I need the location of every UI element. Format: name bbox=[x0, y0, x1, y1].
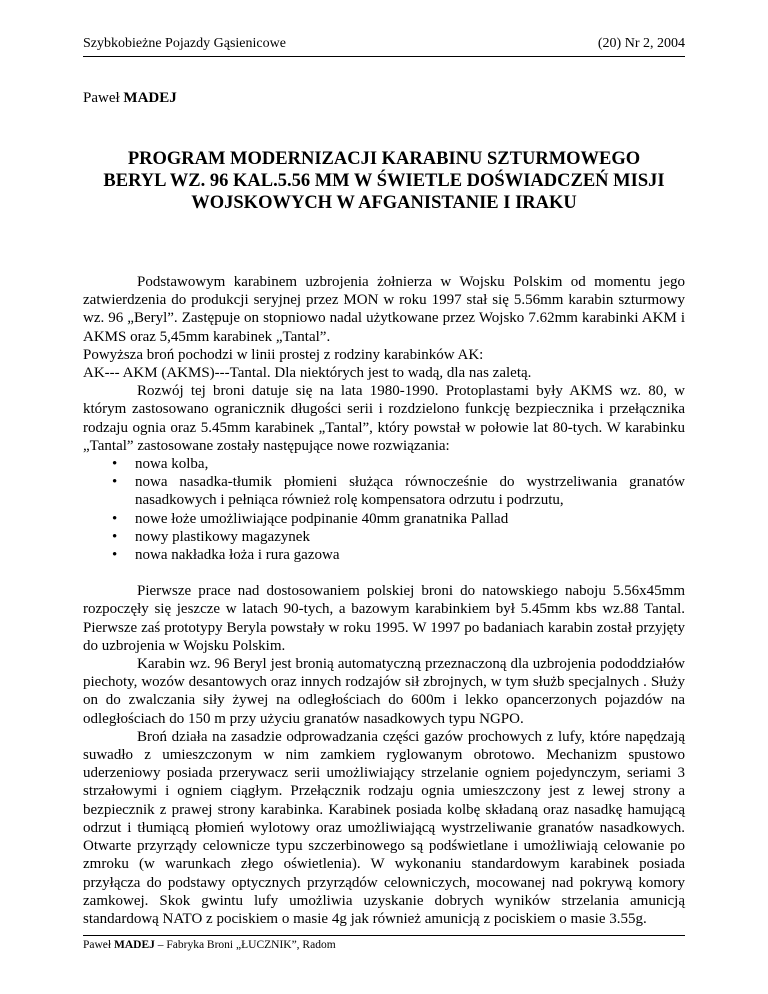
title-line: PROGRAM MODERNIZACJI KARABINU SZTURMOWEGO bbox=[127, 149, 641, 169]
running-header bbox=[83, 36, 685, 57]
bullet-list bbox=[83, 455, 685, 564]
author-line bbox=[83, 90, 177, 107]
footer-author-last: MADEJ bbox=[113, 939, 155, 951]
paragraph: Pierwsze prace nad dostosowaniem polskiej broni do natowskiego naboju 5.56x45mm rozpoczęły się jeszcze w latach 90-tych, a bazowym karabinkiem był 5.45mm kbs wz.88 Tantal. Pierwsze zaś prototypy Beryla powstały w roku 1995. W 1997 po badaniach karabin został przyjęty do uzbrojenia w Wojsku Polskim. bbox=[83, 583, 685, 654]
list-item: • nowa nasadka-tłumik płomieni służąca równocześnie do wystrzeliwania granatów nasadkowych i pełniąca również rolę kompensatora odrzutu i podrzutu, bbox=[135, 473, 685, 509]
paper-title bbox=[83, 148, 685, 214]
footer-affiliation: – Fabryka Broni „ŁUCZNIK”, Radom bbox=[157, 939, 336, 951]
list-item: • nowe łoże umożliwiające podpinanie 40mm granatnika Pallad bbox=[135, 510, 685, 528]
paragraph: Broń działa na zasadzie odprowadzania części gazów prochowych z lufy, które napędzają suwadło z umieszczonym w nim zamkiem ryglowanym obrotowo. Mechanizm spustowo uderzeniowy posiada przerywacz serii umożliwiający strzelanie ogniem pojedynczym, seriami 3 strzałowymi i ogniem ciągłym. Przełącznik rodzaju ognia umieszczony jest z lewej strony a bezpiecznik z prawej strony karabinka. Karabinek posiada kolbę składaną oraz nasadkę hamującą odrzut i tłumiącą płomień wylotowy oraz umożliwiającą wystrzeliwanie granatów nasadkowych. Otwarte przyrządy celownicze typu szczerbinowego są podświetlane i umożliwiają celowanie po zmroku (w warunkach złego oświetlenia). W wykonaniu standardowym karabinek posiada przyłącza do podstawy optycznych przyrządów celowniczych, mocowanej nad pokrywą komory zamkowej. Skok gwintu lufy umożliwia uzyskanie dobrych wyników strzelania amunicją standardową NATO z pociskiem o masie 4g jak również amunicją z pociskiem o masie 3.55g. bbox=[83, 728, 685, 927]
author-first-name: Paweł bbox=[83, 90, 120, 106]
title-line: BERYL WZ. 96 KAL.5.56 MM W ŚWIETLE DOŚWIADCZEŃ MISJI bbox=[103, 171, 665, 191]
paragraph: Powyższa broń pochodzi w linii prostej z rodziny karabinków AK: bbox=[83, 346, 484, 363]
footer-author-first: Paweł bbox=[83, 939, 112, 951]
issue-number: (20) Nr 2, 2004 bbox=[597, 36, 685, 51]
journal-name: Szybkobieżne Pojazdy Gąsienicowe bbox=[83, 36, 286, 51]
list-item: • nowa nakładka łoża i rura gazowa bbox=[135, 546, 685, 564]
paragraph: Karabin wz. 96 Beryl jest bronią automatyczną przeznaczoną dla uzbrojenia pododdziałów piechoty, wozów desantowych oraz innych rodzajów sił zbrojnych, w tym służb specjalnych . Służy on do zwalczania siły żywej na odległościach do 600m i lekko opancerzonych pojazdów na odległościach do 150 m przy użyciu granatów nasadkowych typu NGPO. bbox=[83, 656, 685, 727]
page-footer bbox=[83, 935, 685, 951]
paragraph: Podstawowym karabinem uzbrojenia żołnierza w Wojsku Polskim od momentu jego zatwierdzenia do produkcji seryjnej przez MON w roku 1997 stał się 5.56mm karabin szturmowy wz. 96 „Beryl”. Zastępuje on stopniowo nadal użytkowane przez Wojsko 7.62mm karabinki AKM i AKMS oraz 5,45mm karabinek „Tantal”. bbox=[83, 274, 685, 345]
title-line: WOJSKOWYCH W AFGANISTANIE I IRAKU bbox=[191, 193, 577, 213]
body-text bbox=[83, 273, 685, 928]
list-item: • nowy plastikowy magazynek bbox=[135, 528, 685, 546]
paragraph: Rozwój tej broni datuje się na lata 1980-1990. Protoplastami były AKMS wz. 80, w którym zastosowano ogranicznik długości serii i rozdzielono funkcję bezpiecznika i przełącznika rodzaju ognia oraz 5.45mm karabinek „Tantal”, który powstał w połowie lat 80-tych. W karabinku „Tantal” zastosowane zostały następujące nowe rozwiązania: bbox=[83, 383, 685, 454]
author-last-name: MADEJ bbox=[123, 90, 177, 106]
list-item: • nowa kolba, bbox=[135, 455, 685, 473]
paragraph: AK--- AKM (AKMS)---Tantal. Dla niektórych jest to wadą, dla nas zaletą. bbox=[83, 365, 532, 382]
